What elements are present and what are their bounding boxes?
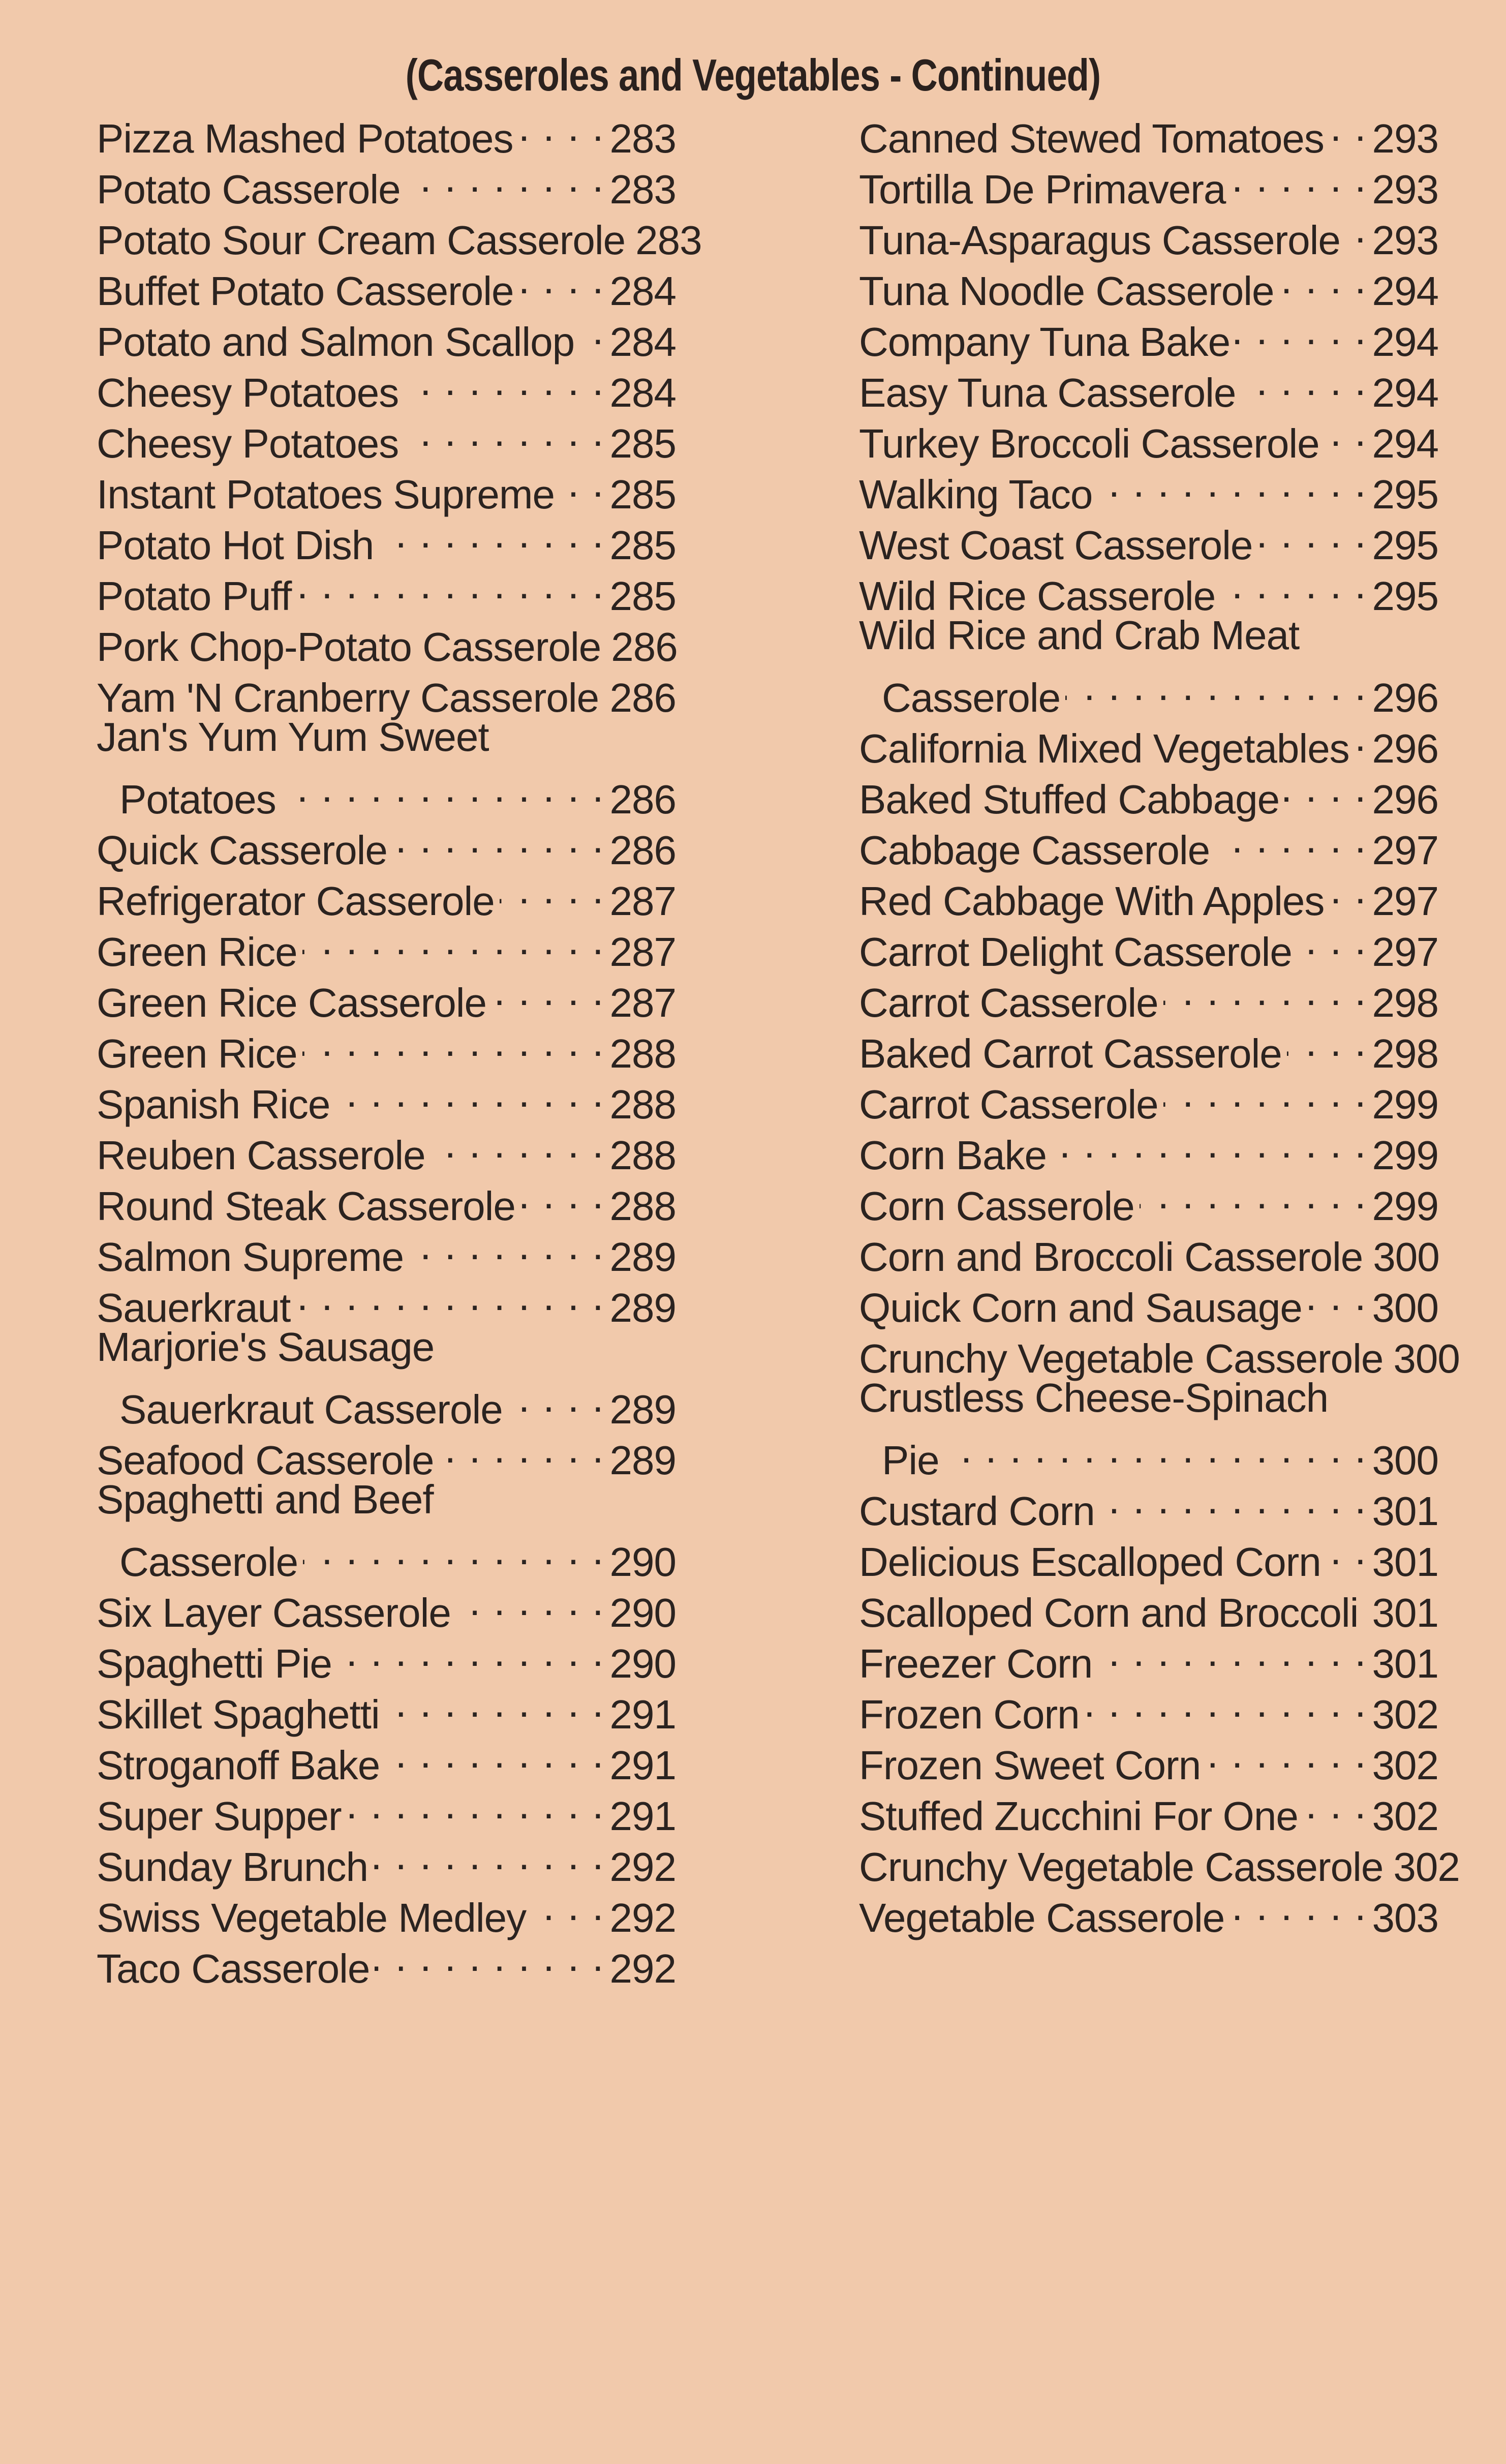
entry-title: Turkey Broccoli Casserole <box>859 421 1319 466</box>
entry-page-number: 292 <box>609 1946 676 1991</box>
dot-leader <box>1052 1118 1367 1169</box>
dot-leader <box>1230 1881 1367 1932</box>
entry-title: Potato Sour Cream Casserole <box>97 218 626 263</box>
entry-title: Frozen Corn <box>859 1692 1080 1737</box>
entry-title: Seafood Casserole <box>97 1438 434 1483</box>
entry-page-number: 302 <box>1393 1844 1460 1890</box>
dot-leader <box>379 508 604 559</box>
dot-leader <box>1085 1678 1367 1728</box>
dot-leader <box>1326 1525 1367 1576</box>
entry-page-number: 295 <box>1372 573 1438 619</box>
entry-title: Potato Hot Dish <box>97 523 374 568</box>
entry-title: Quick Corn and Sausage <box>859 1285 1302 1330</box>
entry-page-number: 294 <box>1372 268 1438 314</box>
entry-page-number: 293 <box>1372 167 1438 212</box>
entry-title: Quick Casserole <box>97 828 387 873</box>
entry-page-number: 292 <box>609 1895 676 1940</box>
entry-page-number: 289 <box>609 1438 676 1483</box>
entry-page-number: 283 <box>609 116 676 161</box>
entry-title-continued: Casserole <box>119 1539 298 1585</box>
entry-title: Spanish Rice <box>97 1082 330 1127</box>
entry-page-number: 296 <box>1372 675 1438 720</box>
dot-leader <box>1284 763 1367 813</box>
dot-leader <box>1355 712 1367 763</box>
dot-leader <box>944 1423 1367 1474</box>
entry-title: Pork Chop-Potato Casserole <box>97 624 601 670</box>
entry-title: Company Tuna Bake <box>859 319 1231 364</box>
dot-leader <box>500 864 605 915</box>
entry-page-number: 286 <box>609 675 676 720</box>
entry-page-number: 297 <box>1372 828 1438 873</box>
dot-leader <box>1215 813 1367 864</box>
entry-title: Scalloped Corn and Broccoli <box>859 1590 1359 1635</box>
entry-title: Freezer Corn <box>859 1641 1093 1686</box>
entry-title: Red Cabbage With Apples <box>859 878 1325 924</box>
dot-leader <box>347 1779 605 1830</box>
entry-page-number: 302 <box>1372 1692 1438 1737</box>
dot-leader <box>1363 1576 1367 1627</box>
entry-title-continued: Casserole <box>882 675 1061 720</box>
dot-leader <box>295 1271 604 1322</box>
entry-title: Jan's Yum Yum Sweet <box>97 714 489 759</box>
dot-leader <box>1163 966 1367 1017</box>
dot-leader <box>375 1932 604 1983</box>
entry-page-number: 290 <box>609 1641 676 1686</box>
entry-page-number: 285 <box>609 472 676 517</box>
entry-page-number: 296 <box>1372 777 1438 822</box>
dot-leader <box>404 356 604 407</box>
page-title: (Casseroles and Vegetables - Continued) <box>405 50 1101 100</box>
entry-page-number: 291 <box>609 1743 676 1788</box>
entry-title: Canned Stewed Tomatoes <box>859 116 1324 161</box>
index-entry <box>859 1373 1438 1483</box>
dot-leader <box>302 1017 605 1068</box>
entry-page-number: 288 <box>609 1133 676 1178</box>
dot-leader <box>1100 1474 1367 1525</box>
entry-page-number: 285 <box>609 421 676 466</box>
entry-title: California Mixed Vegetables <box>859 726 1349 771</box>
dot-leader <box>1297 915 1367 966</box>
entry-title: Pizza Mashed Potatoes <box>97 116 513 161</box>
entry-title: Buffet Potato Casserole <box>97 268 514 314</box>
entry-title: Sunday Brunch <box>97 1844 368 1890</box>
entry-page-number: 288 <box>609 1183 676 1229</box>
dot-leader <box>1279 254 1367 305</box>
entry-title: Crunchy Vegetable Casserole <box>859 1336 1384 1381</box>
entry-title: Round Steak Casserole <box>97 1183 515 1229</box>
entry-title: Skillet Spaghetti <box>97 1692 380 1737</box>
dot-leader <box>439 1423 604 1474</box>
dot-leader <box>1065 661 1367 712</box>
entry-page-number: 290 <box>609 1539 676 1585</box>
index-entry <box>97 1474 676 1585</box>
entry-page-number: 283 <box>609 167 676 212</box>
entry-title: Spaghetti Pie <box>97 1641 332 1686</box>
entry-title-continued: Potatoes <box>119 777 276 822</box>
entry-title: Refrigerator Casserole <box>97 878 495 924</box>
dot-leader <box>392 813 605 864</box>
dot-leader <box>1163 1068 1367 1118</box>
entry-page-number: 295 <box>1372 472 1438 517</box>
entry-title: Cheesy Potatoes <box>97 421 399 466</box>
entry-page-number: 302 <box>1372 1743 1438 1788</box>
entry-page-number: 301 <box>1372 1641 1438 1686</box>
entry-title: Tuna-Asparagus Casserole <box>859 218 1340 263</box>
entry-title: Stuffed Zucchini For One <box>859 1793 1298 1839</box>
dot-leader <box>431 1118 605 1169</box>
entry-title: Delicious Escalloped Corn <box>859 1539 1321 1585</box>
dot-leader <box>1235 305 1367 356</box>
entry-page-number: 286 <box>611 624 678 670</box>
entry-page-number: 298 <box>1372 1031 1438 1076</box>
entry-page-number: 301 <box>1372 1539 1438 1585</box>
entry-page-number: 283 <box>635 218 702 263</box>
entry-page-number: 286 <box>609 828 676 873</box>
dot-leader <box>518 254 604 305</box>
entry-page-number: 293 <box>1372 218 1438 263</box>
entry-title: Super Supper <box>97 1793 342 1839</box>
dot-leader <box>1345 203 1367 254</box>
entry-page-number: 292 <box>609 1844 676 1890</box>
entry-title: Tortilla De Primavera <box>859 167 1226 212</box>
entry-title: Frozen Sweet Corn <box>859 1743 1201 1788</box>
entry-title: Reuben Casserole <box>97 1133 425 1178</box>
entry-page-number: 293 <box>1372 116 1438 161</box>
entry-page-number: 297 <box>1372 878 1438 924</box>
dot-leader <box>406 153 605 203</box>
entry-page-number: 285 <box>609 573 676 619</box>
left-column <box>97 102 702 1991</box>
entry-title: Sauerkraut <box>97 1285 291 1330</box>
entry-title: Carrot Casserole <box>859 980 1158 1025</box>
entry-page-number: 289 <box>609 1234 676 1280</box>
dot-leader <box>1287 1017 1367 1068</box>
entry-title: Yam 'N Cranberry Casserole <box>97 675 599 720</box>
entry-title: Baked Stuffed Cabbage <box>859 777 1280 822</box>
entry-title: Potato Casserole <box>97 167 401 212</box>
entry-page-number: 286 <box>609 777 676 822</box>
entry-title: Carrot Delight Casserole <box>859 929 1292 975</box>
dot-leader <box>520 1169 605 1220</box>
entry-title: Walking Taco <box>859 472 1093 517</box>
entry-title: Green Rice <box>97 929 297 975</box>
dot-leader <box>456 1576 605 1627</box>
entry-page-number: 298 <box>1372 980 1438 1025</box>
entry-title: Vegetable Casserole <box>859 1895 1225 1940</box>
index-entry <box>859 610 1438 720</box>
entry-page-number: 289 <box>609 1285 676 1330</box>
entry-page-number: 303 <box>1372 1895 1438 1940</box>
dot-leader <box>1231 153 1367 203</box>
dot-leader <box>491 966 605 1017</box>
entry-page-number: 300 <box>1393 1336 1460 1381</box>
entry-page-number: 300 <box>1373 1234 1439 1280</box>
dot-leader <box>508 1373 605 1423</box>
entry-page-number: 285 <box>609 523 676 568</box>
entry-title-continued: Sauerkraut Casserole <box>119 1387 503 1432</box>
entry-title: Corn Casserole <box>859 1183 1134 1229</box>
entry-page-number: 287 <box>609 878 676 924</box>
entry-title: Green Rice <box>97 1031 297 1076</box>
entry-page-number: 288 <box>609 1031 676 1076</box>
entry-title: Instant Potatoes Supreme <box>97 472 555 517</box>
entry-page-number: 295 <box>1372 523 1438 568</box>
entry-title: Stroganoff Bake <box>97 1743 380 1788</box>
dot-leader <box>373 1830 604 1881</box>
dot-leader <box>1257 508 1367 559</box>
dot-leader <box>1220 559 1367 610</box>
entry-title: Wild Rice and Crab Meat <box>859 613 1300 658</box>
entry-title: Salmon Supreme <box>97 1234 404 1280</box>
entry-page-number: 294 <box>1372 319 1438 364</box>
entry-title: Corn Bake <box>859 1133 1047 1178</box>
entry-page-number: 291 <box>609 1692 676 1737</box>
index-entry <box>97 102 676 161</box>
entry-page-number: 299 <box>1372 1183 1438 1229</box>
entry-title: Spaghetti and Beef <box>97 1477 434 1522</box>
dot-leader <box>1097 458 1367 508</box>
entry-page-number: 284 <box>609 319 676 364</box>
entry-page-number: 297 <box>1372 929 1438 975</box>
dot-leader <box>404 407 604 458</box>
dot-leader <box>335 1068 604 1118</box>
dot-leader <box>385 1728 604 1779</box>
entry-page-number: 291 <box>609 1793 676 1839</box>
dot-leader <box>579 305 604 356</box>
entry-page-number: 287 <box>609 929 676 975</box>
entry-title-continued: Pie <box>882 1438 939 1483</box>
dot-leader <box>1140 1169 1367 1220</box>
entry-page-number: 294 <box>1372 421 1438 466</box>
entry-page-number: 301 <box>1372 1590 1438 1635</box>
dot-leader <box>1325 407 1367 458</box>
entry-title: West Coast Casserole <box>859 523 1253 568</box>
dot-leader <box>409 1220 604 1271</box>
index-entry <box>859 1474 1438 1534</box>
dot-leader <box>1329 864 1367 915</box>
entry-page-number: 288 <box>609 1082 676 1127</box>
dot-leader <box>1303 1779 1367 1830</box>
entry-title: Tuna Noodle Casserole <box>859 268 1274 314</box>
entry-title: Green Rice Casserole <box>97 980 486 1025</box>
dot-leader <box>303 1525 604 1576</box>
entry-page-number: 287 <box>609 980 676 1025</box>
dot-leader <box>296 559 604 610</box>
entry-title: Cabbage Casserole <box>859 828 1210 873</box>
index-entry <box>859 102 1438 161</box>
entry-title: Carrot Casserole <box>859 1082 1158 1127</box>
dot-leader <box>1241 356 1367 407</box>
entry-title: Crunchy Vegetable Casserole <box>859 1844 1384 1890</box>
index-entry <box>97 1322 676 1432</box>
dot-leader <box>302 915 605 966</box>
dot-leader <box>1329 102 1367 153</box>
entry-page-number: 302 <box>1372 1793 1438 1839</box>
dot-leader <box>531 1881 604 1932</box>
entry-page-number: 299 <box>1372 1082 1438 1127</box>
entry-title: Potato Puff <box>97 573 292 619</box>
entry-page-number: 299 <box>1372 1133 1438 1178</box>
index-entry <box>97 712 676 822</box>
dot-leader <box>1307 1271 1367 1322</box>
entry-title: Crustless Cheese-Spinach <box>859 1375 1329 1420</box>
entry-page-number: 300 <box>1372 1285 1438 1330</box>
entry-page-number: 300 <box>1372 1438 1438 1483</box>
entry-title: Swiss Vegetable Medley <box>97 1895 527 1940</box>
dot-leader <box>1097 1627 1367 1678</box>
dot-leader <box>1206 1728 1367 1779</box>
entry-page-number: 284 <box>609 370 676 415</box>
dot-leader <box>337 1627 605 1678</box>
entry-page-number: 296 <box>1372 726 1438 771</box>
dot-leader <box>560 458 605 508</box>
entry-title: Baked Carrot Casserole <box>859 1031 1282 1076</box>
entry-page-number: 301 <box>1372 1488 1438 1534</box>
dot-leader <box>281 763 605 813</box>
entry-title: Six Layer Casserole <box>97 1590 451 1635</box>
entry-page-number: 284 <box>609 268 676 314</box>
entry-title: Corn and Broccoli Casserole <box>859 1234 1363 1280</box>
entry-page-number: 294 <box>1372 370 1438 415</box>
entry-title: Taco Casserole <box>97 1946 370 1991</box>
dot-leader <box>518 102 604 153</box>
entry-page-number: 289 <box>609 1387 676 1432</box>
entry-title: Marjorie's Sausage <box>97 1324 435 1370</box>
entry-title: Potato and Salmon Scallop <box>97 319 575 364</box>
entry-title: Easy Tuna Casserole <box>859 370 1236 415</box>
entry-title: Cheesy Potatoes <box>97 370 399 415</box>
right-column <box>859 102 1460 1940</box>
entry-title: Custard Corn <box>859 1488 1095 1534</box>
dot-leader <box>385 1678 605 1728</box>
entry-title: Wild Rice Casserole <box>859 573 1216 619</box>
entry-page-number: 290 <box>609 1590 676 1635</box>
